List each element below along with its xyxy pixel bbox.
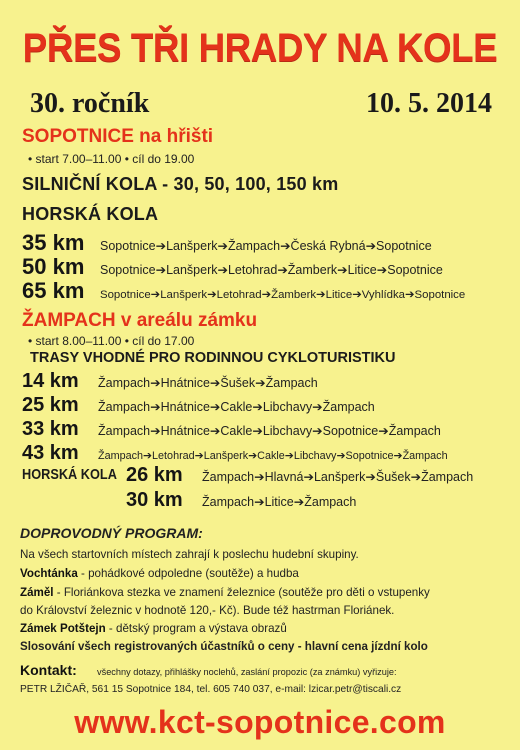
route-path: Sopotnice➔Lanšperk➔Žampach➔Česká Rybná➔Sopotnice — [100, 239, 432, 253]
route-path: Žampach➔Hlavná➔Lanšperk➔Šušek➔Žampach — [202, 470, 474, 484]
route-distance: 65 km — [22, 278, 85, 303]
route-30 — [126, 489, 356, 512]
event-date: 10. 5. 2014 — [366, 88, 492, 119]
contact-note: všechny dotazy, přihlášky noclehů, zaslání propozic (za známku) vyřizuje: — [97, 667, 397, 677]
route-distance: 14 km — [22, 370, 79, 392]
route-distance: 33 km — [22, 418, 79, 440]
route-distance: 25 km — [22, 394, 79, 416]
program-heading: DOPROVODNÝ PROGRAM: — [20, 525, 203, 541]
edition: 30. ročník — [30, 88, 150, 119]
route-path: Žampach➔Hnátnice➔Cakle➔Libchavy➔Žampach — [98, 400, 375, 414]
program-line — [20, 586, 430, 599]
section-sopotnice-times: • start 7.00–11.00 • cíl do 19.00 — [28, 152, 195, 166]
section-zampach-times: • start 8.00–11.00 • cíl do 17.00 — [28, 334, 195, 348]
mountain-bike-heading: HORSKÁ KOLA — [22, 204, 159, 224]
route-path: Žampach➔Hnátnice➔Cakle➔Libchavy➔Sopotnice➔Žampach — [98, 424, 441, 438]
section-zampach-heading: ŽAMPACH v areálu zámku — [22, 310, 258, 331]
route-distance: 50 km — [22, 254, 85, 279]
program-item-title: Záměl — [20, 586, 54, 599]
route-distance: 35 km — [22, 230, 85, 255]
road-bike-distances: SILNIČNÍ KOLA - 30, 50, 100, 150 km — [22, 174, 339, 194]
program-item-title: Vochtánka — [20, 567, 78, 580]
route-path: Žampach➔Hnátnice➔Šušek➔Žampach — [98, 376, 318, 390]
program-item-text: - Floriánkova stezka ve znamení železnice (soutěže pro děti o vstupenky — [53, 586, 430, 599]
contact-address: PETR LŽIČAŘ, 561 15 Sopotnice 184, tel. 605 740 037, e-mail: lzicar.petr@tiscali.cz — [20, 684, 402, 695]
program-item-text: - dětský program a výstava obrazů — [105, 622, 287, 635]
poster-title: PŘES TŘI HRADY NA KOLE — [22, 26, 498, 70]
route-33 — [22, 418, 441, 441]
route-43 — [22, 442, 448, 465]
route-14 — [22, 370, 318, 393]
program-line: Na všech startovních místech zahrají k poslechu hudební skupiny. — [20, 548, 359, 561]
program-line — [20, 567, 299, 580]
route-35 — [22, 230, 432, 256]
contact-label: Kontakt: — [20, 662, 77, 678]
route-50 — [22, 254, 443, 280]
program-item-title: Zámek Potštejn — [20, 622, 106, 635]
program-raffle: Slosování všech registrovaných účastníků o ceny - hlavní cena jízdní kolo — [20, 640, 428, 653]
mountain-bike-heading-zampach: HORSKÁ KOLA — [22, 466, 117, 483]
program-line: do Království železnic v hodnotě 120,- Kč). Bude též hastrman Floriánek. — [20, 604, 395, 617]
route-path: Žampach➔Litice➔Žampach — [202, 495, 357, 509]
family-routes-heading: TRASY VHODNÉ PRO RODINNOU CYKLOTURISTIKU — [30, 350, 396, 366]
route-path: Žampach➔Letohrad➔Lanšperk➔Cakle➔Libchavy➔Sopotnice➔Žampach — [98, 450, 448, 462]
route-distance: 26 km — [126, 464, 183, 486]
website-url: www.kct-sopotnice.com — [74, 704, 446, 740]
route-path: Sopotnice➔Lanšperk➔Letohrad➔Žamberk➔Litice➔Vyhlídka➔Sopotnice — [100, 289, 466, 301]
route-25 — [22, 394, 375, 417]
route-distance: 30 km — [126, 489, 183, 511]
section-sopotnice-heading: SOPOTNICE na hřišti — [22, 126, 214, 147]
route-distance: 43 km — [22, 442, 79, 464]
program-item-text: - pohádkové odpoledne (soutěže) a hudba — [77, 567, 299, 580]
route-path: Sopotnice➔Lanšperk➔Letohrad➔Žamberk➔Litice➔Sopotnice — [100, 263, 443, 277]
route-26 — [126, 464, 473, 487]
route-65 — [22, 278, 465, 304]
program-line — [20, 622, 287, 635]
